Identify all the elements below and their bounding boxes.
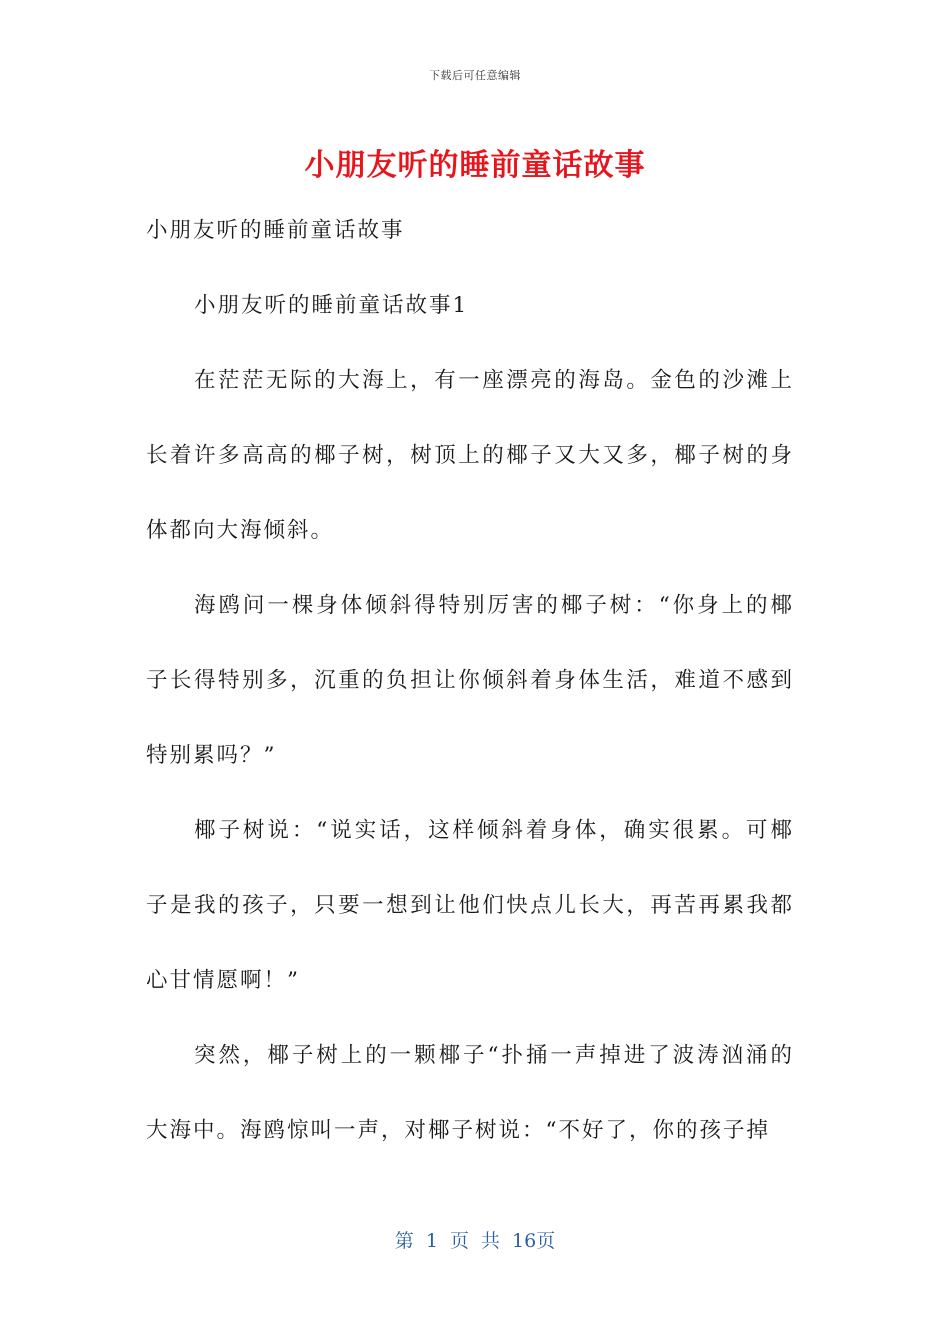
body-paragraph: 在茫茫无际的大海上，有一座漂亮的海岛。金色的沙滩上长着许多高高的椰子树，树顶上的椰子又大又多，椰子树的身体都向大海倾斜。 (146, 368, 794, 543)
subtitle-paragraph: 小朋友听的睡前童话故事 (146, 218, 405, 243)
section-heading: 小朋友听的睡前童话故事1 (194, 293, 469, 318)
document-title: 小朋友听的睡前童话故事 (304, 148, 646, 183)
document-body (146, 193, 794, 1168)
body-paragraph: 突然，椰子树上的一颗椰子“扑捅一声掉进了波涛汹涌的大海中。海鸥惊叫一声，对椰子树说：“不好了，你的孩子掉 (146, 1043, 794, 1143)
page-number-footer: 第 1 页 共 16页 (394, 1230, 556, 1252)
body-paragraph: 椰子树说：“说实话，这样倾斜着身体，确实很累。可椰子是我的孩子，只要一想到让他们快点儿长大，再苦再累我都心甘情愿啊！” (146, 818, 794, 993)
body-paragraph: 海鸥问一棵身体倾斜得特别厉害的椰子树：“你身上的椰子长得特别多，沉重的负担让你倾斜着身体生活，难道不感到特别累吗？” (146, 593, 794, 768)
header-note: 下载后可任意编辑 (429, 69, 521, 82)
